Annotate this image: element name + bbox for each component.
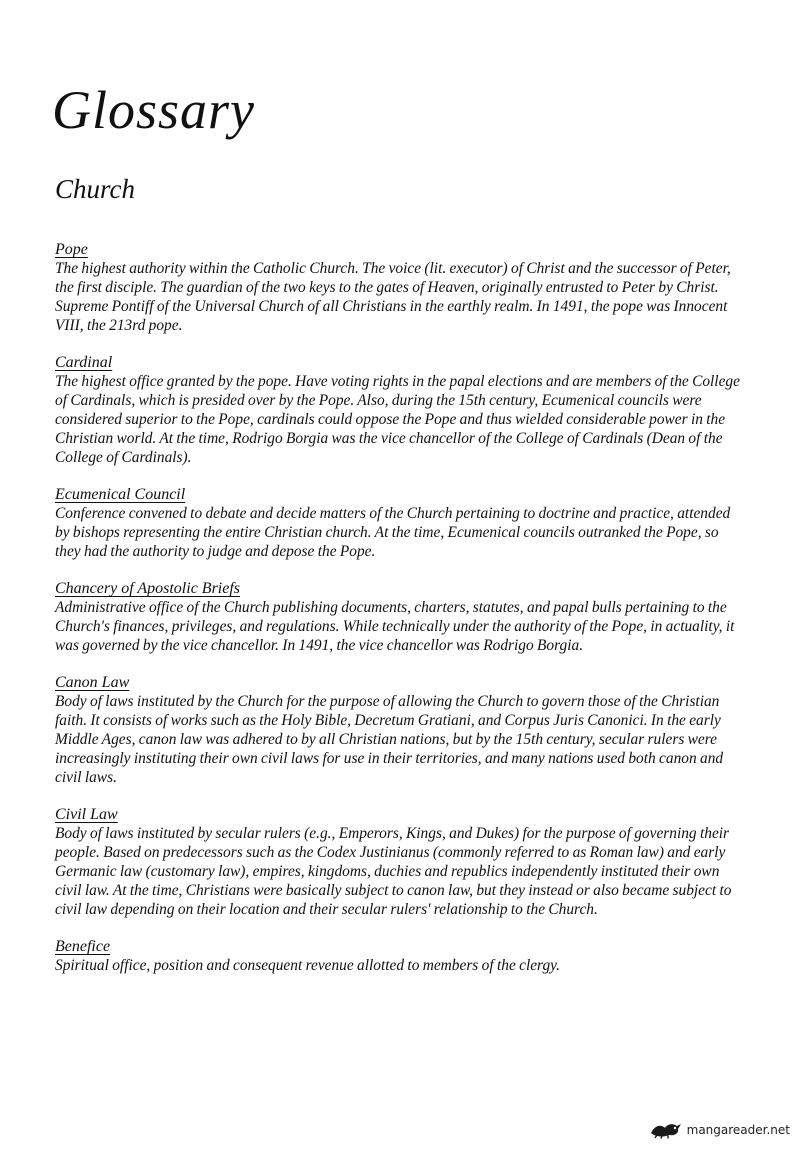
entry-definition: The highest authority within the Catholic Church. The voice (lit. executor) of Christ and the successor of Peter, the first disciple. The guardian of the two keys to the gates of Heaven, originally entrusted to Peter by Christ. Supreme Pontiff of the Universal Church of all Christians in the earthly realm. In 1491, the pope was Innocent VIII, the 213rd pope. — [55, 260, 731, 334]
entry-definition: Administrative office of the Church publishing documents, charters, statutes, and papal bulls pertaining to the Church's finances, privileges, and regulations. While technically under the authority of the Pope, in actuality, it was governed by the vice chancellor. In 1491, the vice chancellor was Rodrigo Borgia. — [55, 599, 735, 654]
entry-term: Canon Law — [55, 674, 130, 691]
entry-term: Pope — [55, 241, 88, 258]
glossary-entry-civil-law — [55, 805, 745, 919]
glossary-entry-chancery — [55, 579, 745, 655]
entry-term: Chancery of Apostolic Briefs — [55, 580, 241, 597]
glossary-entry-benefice — [55, 937, 745, 975]
entry-term: Ecumenical Council — [55, 486, 186, 503]
page-title: Glossary — [52, 80, 256, 140]
section-heading: Church — [55, 174, 135, 204]
glossary-entry-ecumenical-council — [55, 485, 745, 561]
dragon-logo-icon — [649, 1121, 683, 1139]
entry-definition: The highest office granted by the pope. Have voting rights in the papal elections and are members of the College of Cardinals, which is presided over by the Pope. Also, during the 15th century, Ecumenical councils were considered superior to the Pope, cardinals could oppose the Pope and thus wielded considerable power in the Christian world. At the time, Rodrigo Borgia was the vice chancellor of the College of Cardinals (Dean of the College of Cardinals). — [55, 373, 740, 466]
glossary-entry-pope — [55, 240, 745, 335]
watermark-text: mangareader.net — [686, 1123, 790, 1137]
entry-definition: Body of laws instituted by secular rulers (e.g., Emperors, Kings, and Dukes) for the purpose of governing their people. Based on predecessors such as the Codex Justinianus (commonly referred to as Roman law) and early Germanic law (customary law), empires, kingdoms, duchies and republics independently instituted their own civil law. At the time, Christians were basically subject to canon law, but they instead or also became subject to civil law depending on their location and their secular rulers' relationship to the Church. — [55, 825, 732, 918]
glossary-entry-cardinal — [55, 353, 745, 467]
entry-definition: Conference convened to debate and decide matters of the Church pertaining to doctrine and practice, attended by bishops representing the entire Christian church. At the time, Ecumenical councils outranked the Pope, so they had the authority to judge and depose the Pope. — [55, 505, 731, 560]
entry-term: Cardinal — [55, 354, 113, 371]
watermark[interactable] — [649, 1121, 790, 1139]
entry-definition: Spiritual office, position and consequent revenue allotted to members of the clergy. — [55, 957, 560, 974]
glossary-entry-canon-law — [55, 673, 745, 787]
entry-term: Benefice — [55, 938, 111, 955]
entry-definition: Body of laws instituted by the Church for the purpose of allowing the Church to govern those of the Christian faith. It consists of works such as the Holy Bible, Decretum Gratiani, and Corpus Juris Canonici. In the early Middle Ages, canon law was adhered to by all Christian nations, but by the 15th century, secular rulers were increasingly instituting their own civil laws for use in their territories, and many nations used both canon and civil laws. — [55, 693, 724, 786]
entry-term: Civil Law — [55, 806, 118, 823]
glossary-entries — [55, 240, 745, 993]
